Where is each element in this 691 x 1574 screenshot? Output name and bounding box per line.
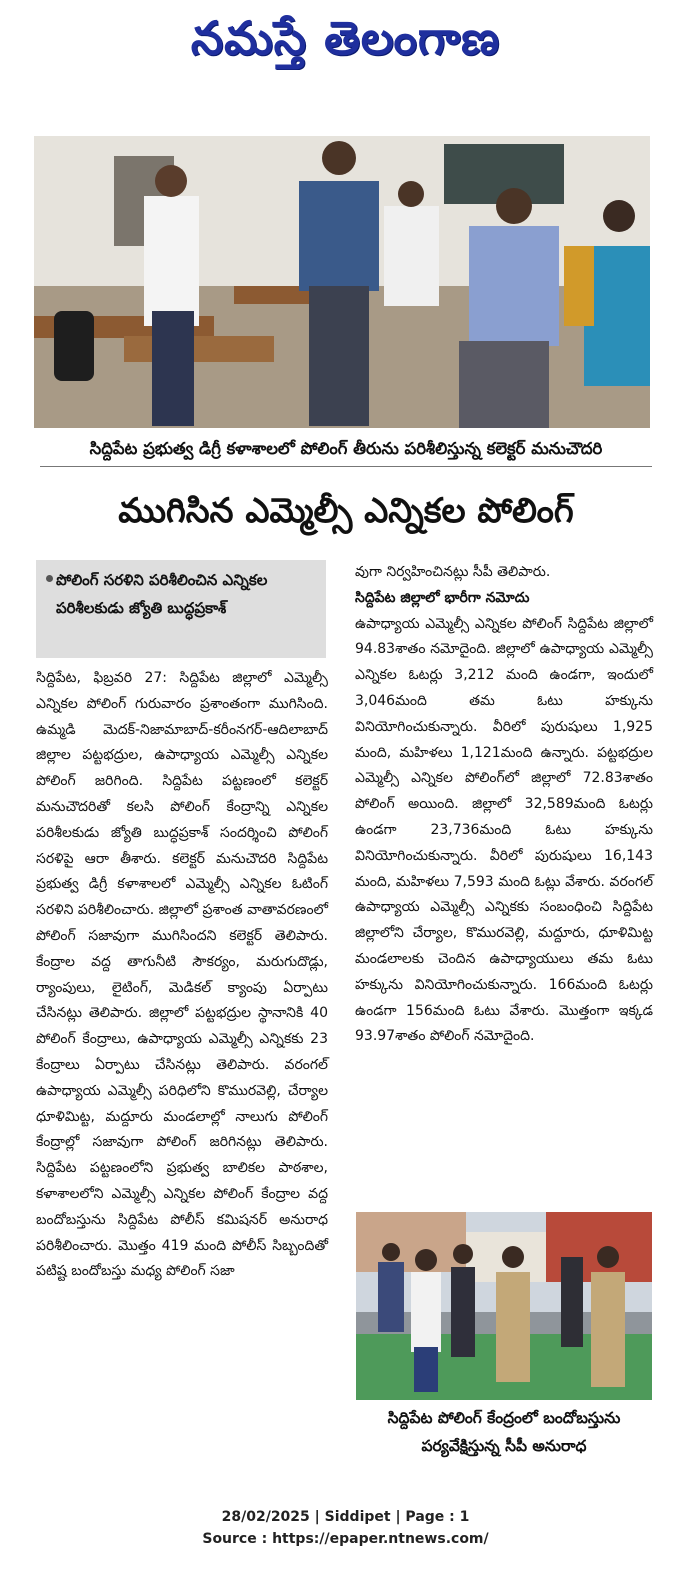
photo-police-security <box>356 1212 652 1400</box>
headline: ముగిసిన ఎమ్మెల్సీ ఎన్నికల పోలింగ్ <box>118 491 574 531</box>
caption-divider <box>40 466 652 467</box>
highlight-text: పోలింగ్ సరళిని పరిశీలించిన ఎన్నికల పరిశీలకుడు జ్యోతి బుద్ధప్రకాశ్ <box>56 571 268 617</box>
article-column-2 <box>355 560 653 1194</box>
photo-caption-main: సిద్దిపేట ప్రభుత్వ డిగ్రీ కళాశాలలో పోలింగ్ తీరును పరిశీలిస్తున్న కలెక్టర్ మనుచౌదరి <box>89 439 603 458</box>
article-body-col2-lead: వుగా నిర్వహించినట్లు సీపీ తెలిపారు. <box>355 564 551 580</box>
photo-polling-inspection <box>34 136 650 428</box>
masthead: నమస్తే తెలంగాణ <box>190 11 501 65</box>
photo-caption-police: సిద్దిపేట పోలింగ్ కేంద్రంలో బందోబస్తును పర్యవేక్షిస్తున్న సీపీ అనురాధ <box>387 1409 621 1455</box>
footer-source: Source : https://epaper.ntnews.com/ <box>202 1531 489 1547</box>
bullet-icon <box>46 575 53 582</box>
article-column-1 <box>36 666 328 1476</box>
highlight-box <box>36 560 326 658</box>
article-body-col1: సిద్దిపేట, ఫిబ్రవరి 27: సిద్దిపేట జిల్లాలో ఎమ్మెల్సీ ఎన్నికల పోలింగ్ గురువారం ప్రశాంతంగా ముగిసింది. ఉమ్మడి మెదక్-నిజామాబాద్-కరీంనగర్-ఆదిలాబాద్ జిల్లాల పట్టభద్రుల, ఉపాధ్యాయ ఎమ్మెల్సీ ఎన్నికల పోలింగ్ జరిగింది. సిద్దిపేట పట్టణంలో కలెక్టర్ మనుచౌదరితో కలసి పోలింగ్ కేంద్రాన్ని ఎన్నికల పరిశీలకుడు జ్యోతి బుద్ధప్రకాశ్ సందర్శించి పోలింగ్ సరళిపై ఆరా తీశారు. కలెక్టర్ మనుచౌదరి సిద్దిపేట ప్రభుత్వ డిగ్రీ కళాశాలలో ఎమ్మెల్సీ ఎన్నికల ఓటింగ్ సరళిని పరిశీలించారు. జిల్లాలో ప్రశాంత వాతావరణంలో పోలింగ్ సజావుగా ముగిసిందని కలెక్టర్ తెలిపారు. కేంద్రాల వద్ద తాగునీటి సౌకర్యం, మరుగుదొడ్లు, ర్యాంపులు, లైటింగ్, మెడికల్ క్యాంపు ఏర్పాటు చేసినట్లు తెలిపారు. జిల్లాలో పట్టభద్రుల స్థానానికి 40 పోలింగ్ కేంద్రాలు, ఉపాధ్యాయ ఎమ్మెల్సీ ఎన్నికకు 23 కేంద్రాలు ఏర్పాటు చేసినట్లు తెలిపారు. వరంగల్ ఉపాధ్యాయ ఎమ్మెల్సీ పరిధిలోని కొమురవెల్లి, చేర్యాల ధూళిమిట్ట, మద్దూరు మండలాల్లో నాలుగు పోలింగ్ కేంద్రాల్లో సజావుగా పోలింగ్ జరిగినట్లు తెలిపారు. సిద్దిపేట పట్టణంలోని ప్రభుత్వ బాలికల పాఠశాల, కళాశాలలోని ఎమ్మెల్సీ ఎన్నికల పోలింగ్ కేంద్రాల వద్ద బందోబస్తును సిద్దిపేట పోలీస్ కమిషనర్ అనురాధ పరిశీలించారు. మొత్తం 419 మంది పోలీస్ సిబ్బందితో పటిష్ట బందోబస్తు మధ్య పోలింగ్ సజా <box>36 670 328 1280</box>
article-subhead: సిద్దిపేట జిల్లాలో భారీగా నమోదు <box>355 589 530 606</box>
article-body-col2: ఉపాధ్యాయ ఎమ్మెల్సీ ఎన్నికల పోలింగ్ సిద్దిపేట జిల్లాలో 94.83శాతం నమోదైంది. జిల్లాలో ఉపాధ్యాయ ఎమ్మెల్సీ ఎన్నికల ఓటర్లు 3,212 మంది ఉండగా, ఇందులో 3,046మంది తమ ఓటు హక్కును వినియోగించుకున్నారు. వీరిలో పురుషులు 1,925 మంది, మహిళలు 1,121మంది ఉన్నారు. పట్టభద్రుల ఎమ్మెల్సీ ఎన్నికల పోలింగ్‌లో జిల్లాలో 72.83శాతం పోలింగ్ అయింది. జిల్లాలో 32,589మంది ఓటర్లు ఉండగా 23,736మంది ఓటు హక్కును వినియోగించుకున్నారు. వీరిలో పురుషులు 16,143 మంది, మహిళలు 7,593 మంది ఓట్లు వేశారు. వరంగల్ ఉపాధ్యాయ ఎమ్మెల్సీ ఎన్నికకు సంబంధించి సిద్దిపేట జిల్లాలోని చేర్యాల, కొమురవెల్లి, మద్దూరు, ధూళిమిట్ట మండలాలకు చెందిన ఉపాధ్యాయులు తమ ఓటు హక్కును వినియోగించుకున్నారు. 166మంది ఓటర్లు ఉండగా 156మంది ఓటు వేశారు. మొత్తంగా ఇక్కడ 93.97శాతం పోలింగ్ నమోదైంది. <box>355 615 653 1045</box>
footer-date-edition: 28/02/2025 | Siddipet | Page : 1 <box>221 1509 470 1525</box>
